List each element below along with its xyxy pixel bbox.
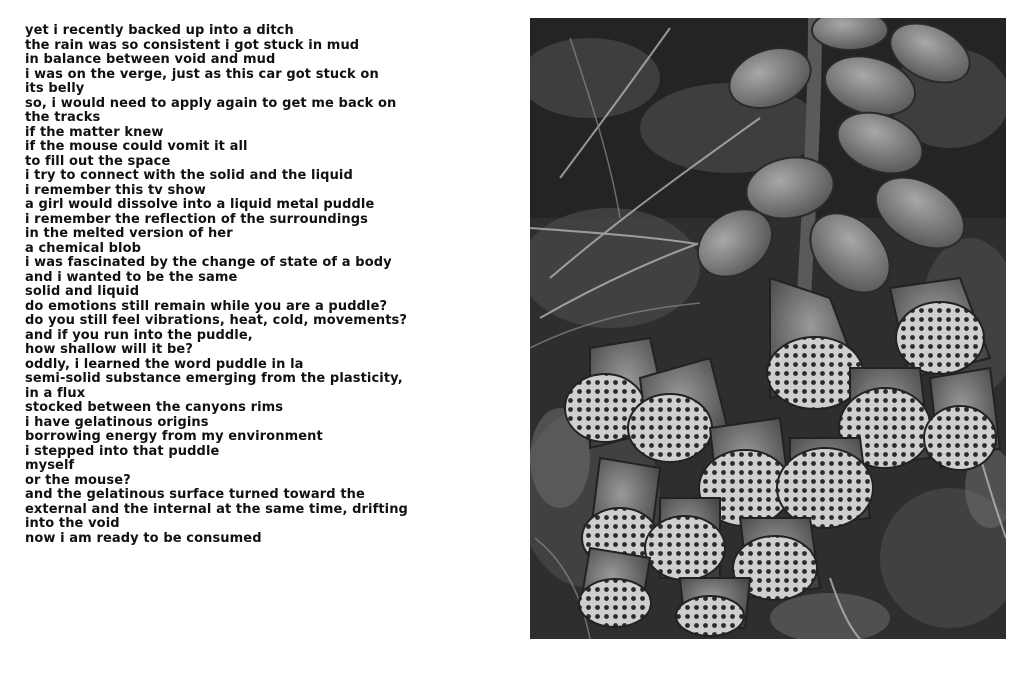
poem-line: in a flux <box>25 385 86 401</box>
poem-line: semi-solid substance emerging from the plasticity, <box>25 371 403 386</box>
poem-line: the tracks <box>25 110 101 125</box>
poem-line: i try to connect with the solid and the liquid <box>25 168 353 183</box>
poem-line: stocked between the canyons rims <box>25 400 284 415</box>
poem-line: do you still feel vibrations, heat, cold, movements? <box>25 313 408 328</box>
poem-line: myself <box>25 458 75 473</box>
poem-line: to fill out the space <box>25 153 171 169</box>
poem-line: external and the internal at the same time, drifting <box>25 501 408 517</box>
poem-line: i have gelatinous origins <box>25 414 209 430</box>
poem-line: solid and liquid <box>25 284 140 299</box>
poem-line: i was fascinated by the change of state of a body <box>25 255 392 270</box>
poem-line: how shallow will it be? <box>25 342 193 357</box>
poem-line: the rain was so consistent i got stuck in mud <box>25 37 360 53</box>
poem-line: so, i would need to apply again to get me back on <box>25 95 397 111</box>
poem-line: i remember this tv show <box>25 182 206 198</box>
poem-line: its belly <box>25 81 85 96</box>
poem-line: if the mouse could vomit it all <box>25 139 248 154</box>
poem-line: in balance between void and mud <box>25 52 276 67</box>
poem-line: and i wanted to be the same <box>25 269 238 285</box>
poem-line: into the void <box>25 516 120 531</box>
poem-line: borrowing energy from my environment <box>25 429 323 444</box>
poem-line: i was on the verge, just as this car got stuck on <box>25 66 379 82</box>
poem-line: and the gelatinous surface turned toward the <box>25 487 365 502</box>
poem-line: and if you run into the puddle, <box>25 327 253 343</box>
poem-line: in the melted version of her <box>25 226 233 241</box>
poem-line: do emotions still remain while you are a puddle? <box>25 298 388 314</box>
poem-line: if the matter knew <box>25 124 164 140</box>
poem-text <box>25 24 495 546</box>
poem-line: a girl would dissolve into a liquid metal puddle <box>25 197 375 212</box>
poem-line: now i am ready to be consumed <box>25 530 262 546</box>
poem-line: oddly, i learned the word puddle in la <box>25 356 304 372</box>
poem-line: i remember the reflection of the surroundings <box>25 211 368 227</box>
foxglove-photo <box>530 18 1006 639</box>
poem-line: yet i recently backed up into a ditch <box>25 23 294 38</box>
poem-line: a chemical blob <box>25 240 142 256</box>
poem-line: or the mouse? <box>25 472 131 488</box>
poem-line: i stepped into that puddle <box>25 443 220 459</box>
